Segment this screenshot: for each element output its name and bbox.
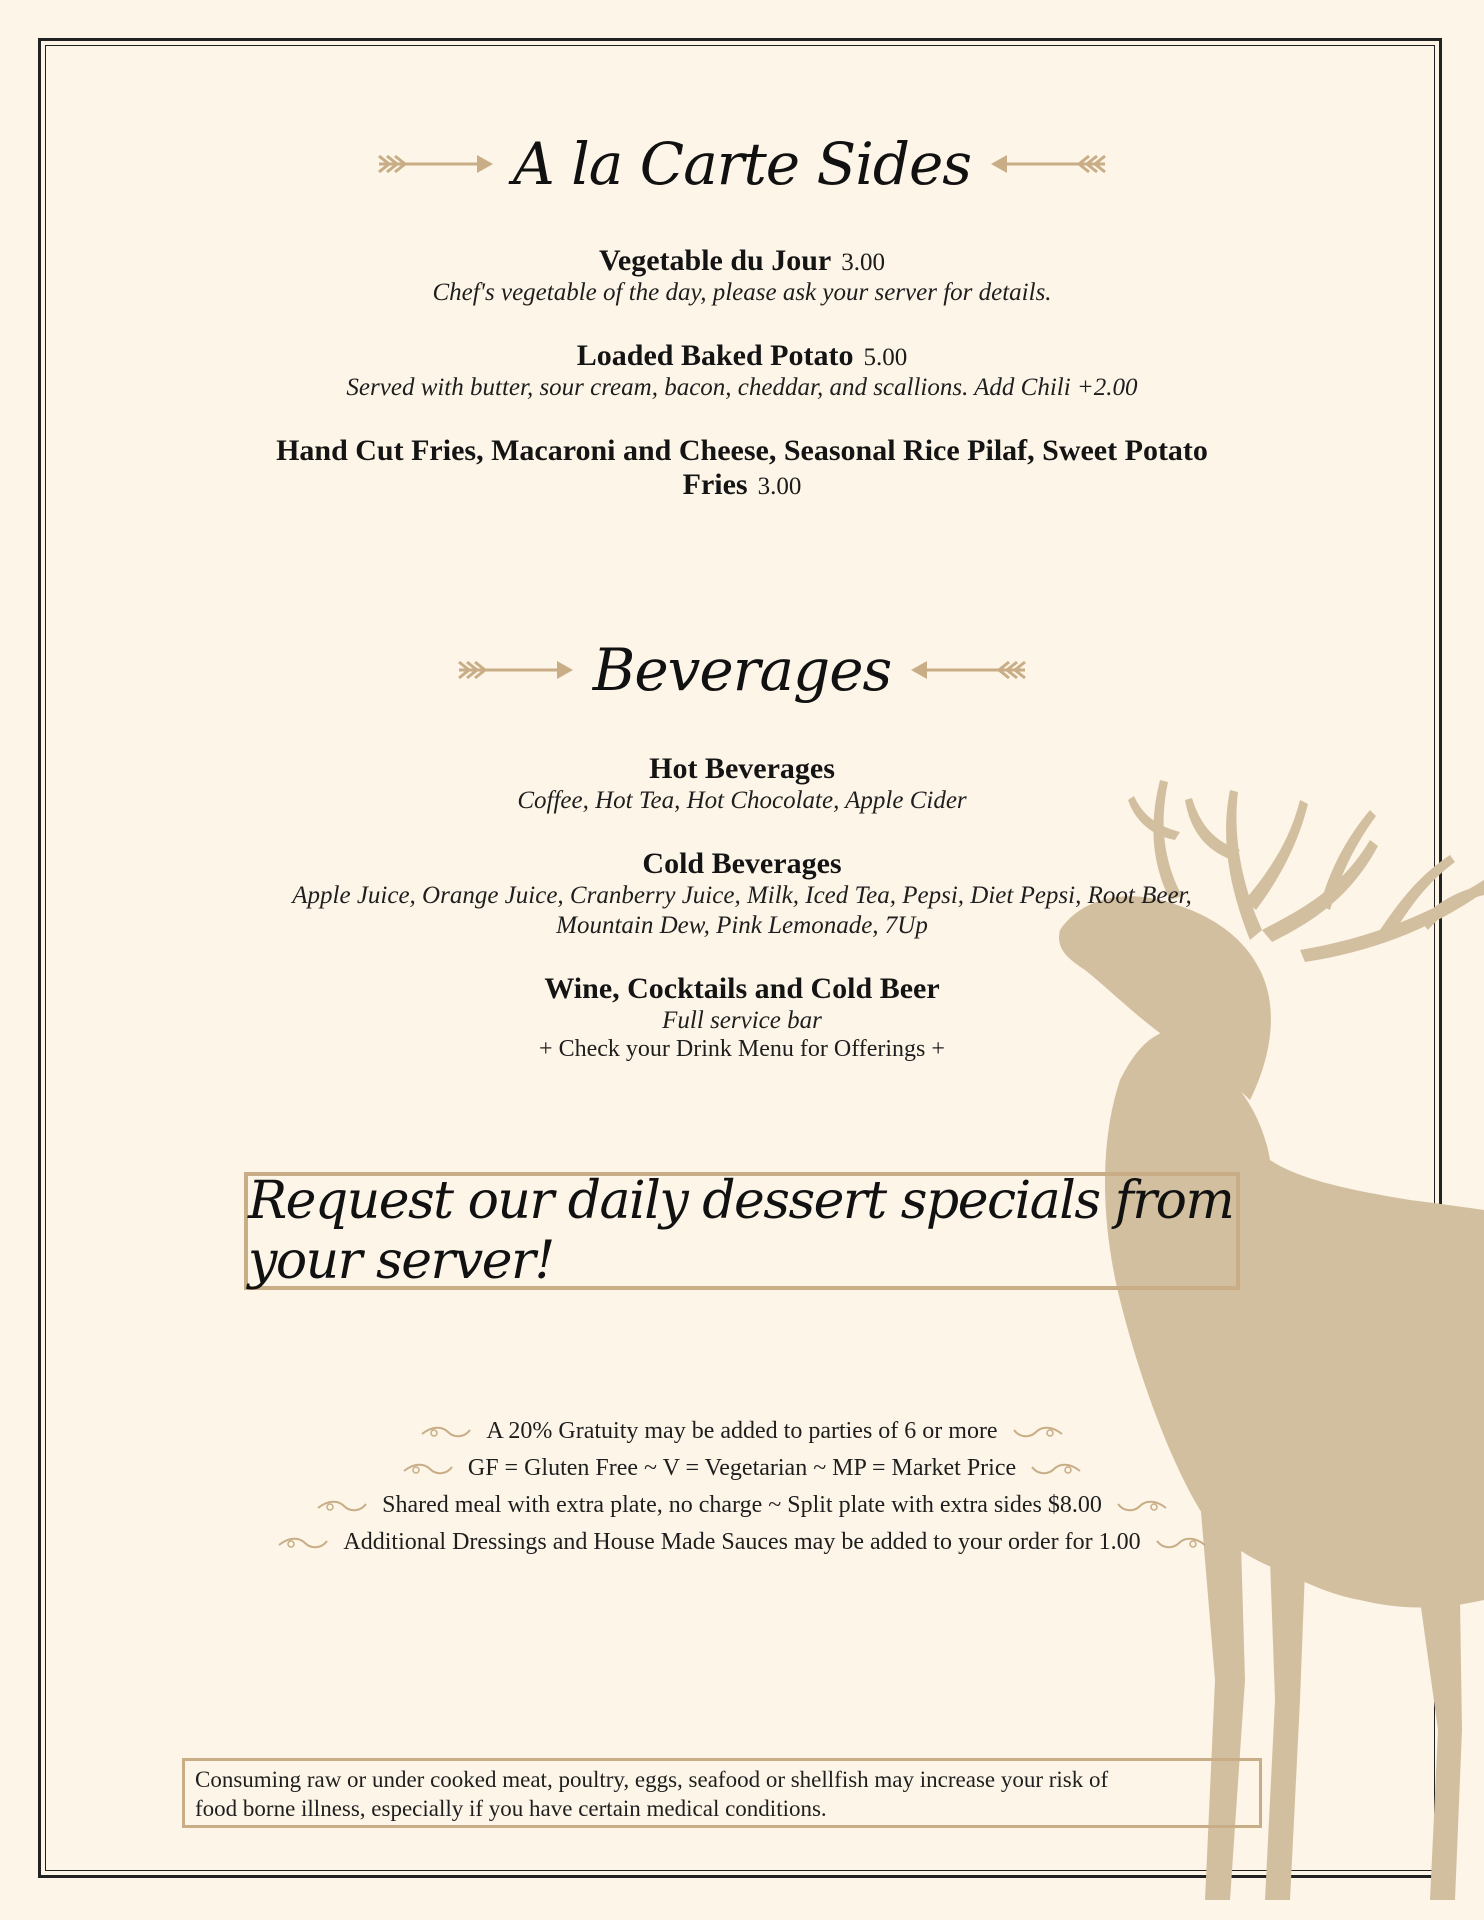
warning-line: food borne illness, especially if you have certain medical conditions.: [195, 1796, 827, 1821]
beverages-heading-row: [0, 636, 1484, 704]
item-description: Apple Juice, Orange Juice, Cranberry Juice, Milk, Iced Tea, Pepsi, Diet Pepsi, Root Beer,: [292, 882, 1192, 909]
item-description: Full service bar: [662, 1007, 822, 1034]
swirl-ornament-icon: [316, 1498, 368, 1514]
note-text: GF = Gluten Free ~ V = Vegetarian ~ MP = Market Price: [467, 1455, 1017, 1481]
item-name: Wine, Cocktails and Cold Beer: [544, 972, 940, 1005]
food-safety-warning: [182, 1758, 1262, 1828]
dessert-text: Request our daily dessert specials from your server!: [248, 1171, 1234, 1291]
item-name: Hand Cut Fries, Macaroni and Cheese, Seasonal Rice Pilaf, Sweet Potato: [276, 434, 1208, 467]
item-name: Cold Beverages: [642, 847, 842, 880]
menu-item: [0, 972, 1484, 1063]
menu-item: [0, 752, 1484, 816]
menu-item: [0, 434, 1484, 502]
arrow-right-icon: [455, 655, 575, 685]
swirl-ornament-icon: [1012, 1424, 1064, 1440]
warning-line: Consuming raw or under cooked meat, poultry, eggs, seafood or shellfish may increase your risk of: [195, 1767, 1109, 1792]
dessert-callout: [244, 1172, 1240, 1290]
swirl-ornament-icon: [420, 1424, 472, 1440]
menu-item: [0, 339, 1484, 403]
note-line: [0, 1418, 1484, 1445]
note-text: Additional Dressings and House Made Sauces may be added to your order for 1.00: [343, 1529, 1141, 1555]
menu-item: [0, 847, 1484, 941]
menu-item: [0, 244, 1484, 308]
arrow-right-icon: [375, 149, 495, 179]
sides-heading: A la Carte Sides: [512, 130, 972, 198]
sides-heading-row: [0, 130, 1484, 198]
item-price: 3.00: [841, 249, 885, 276]
arrow-left-icon: [989, 149, 1109, 179]
note-line: [0, 1455, 1484, 1482]
beverages-heading: Beverages: [592, 636, 892, 704]
item-price: 5.00: [863, 344, 908, 371]
swirl-ornament-icon: [1116, 1498, 1168, 1514]
item-description-cont: Mountain Dew, Pink Lemonade, 7Up: [556, 912, 928, 939]
swirl-ornament-icon: [277, 1535, 329, 1551]
item-name: Vegetable du Jour: [599, 244, 832, 277]
note-text: A 20% Gratuity may be added to parties of 6 or more: [486, 1418, 998, 1444]
item-description: Served with butter, sour cream, bacon, cheddar, and scallions. Add Chili +2.00: [346, 374, 1138, 401]
item-name: Hot Beverages: [649, 752, 835, 785]
note-line: [0, 1492, 1484, 1519]
arrow-left-icon: [909, 655, 1029, 685]
swirl-ornament-icon: [402, 1461, 454, 1477]
item-description: Chef's vegetable of the day, please ask your server for details.: [432, 279, 1052, 306]
swirl-ornament-icon: [1030, 1461, 1082, 1477]
note-text: Shared meal with extra plate, no charge ~ Split plate with extra sides $8.00: [382, 1492, 1102, 1518]
note-line: [0, 1529, 1484, 1556]
item-name: Loaded Baked Potato: [576, 339, 854, 372]
item-note: + Check your Drink Menu for Offerings +: [539, 1036, 945, 1062]
item-description: Coffee, Hot Tea, Hot Chocolate, Apple Cider: [517, 787, 967, 814]
stag-illustration: [1000, 780, 1484, 1900]
swirl-ornament-icon: [1155, 1535, 1207, 1551]
item-price: 3.00: [757, 473, 802, 500]
item-name-cont: Fries: [682, 468, 748, 501]
